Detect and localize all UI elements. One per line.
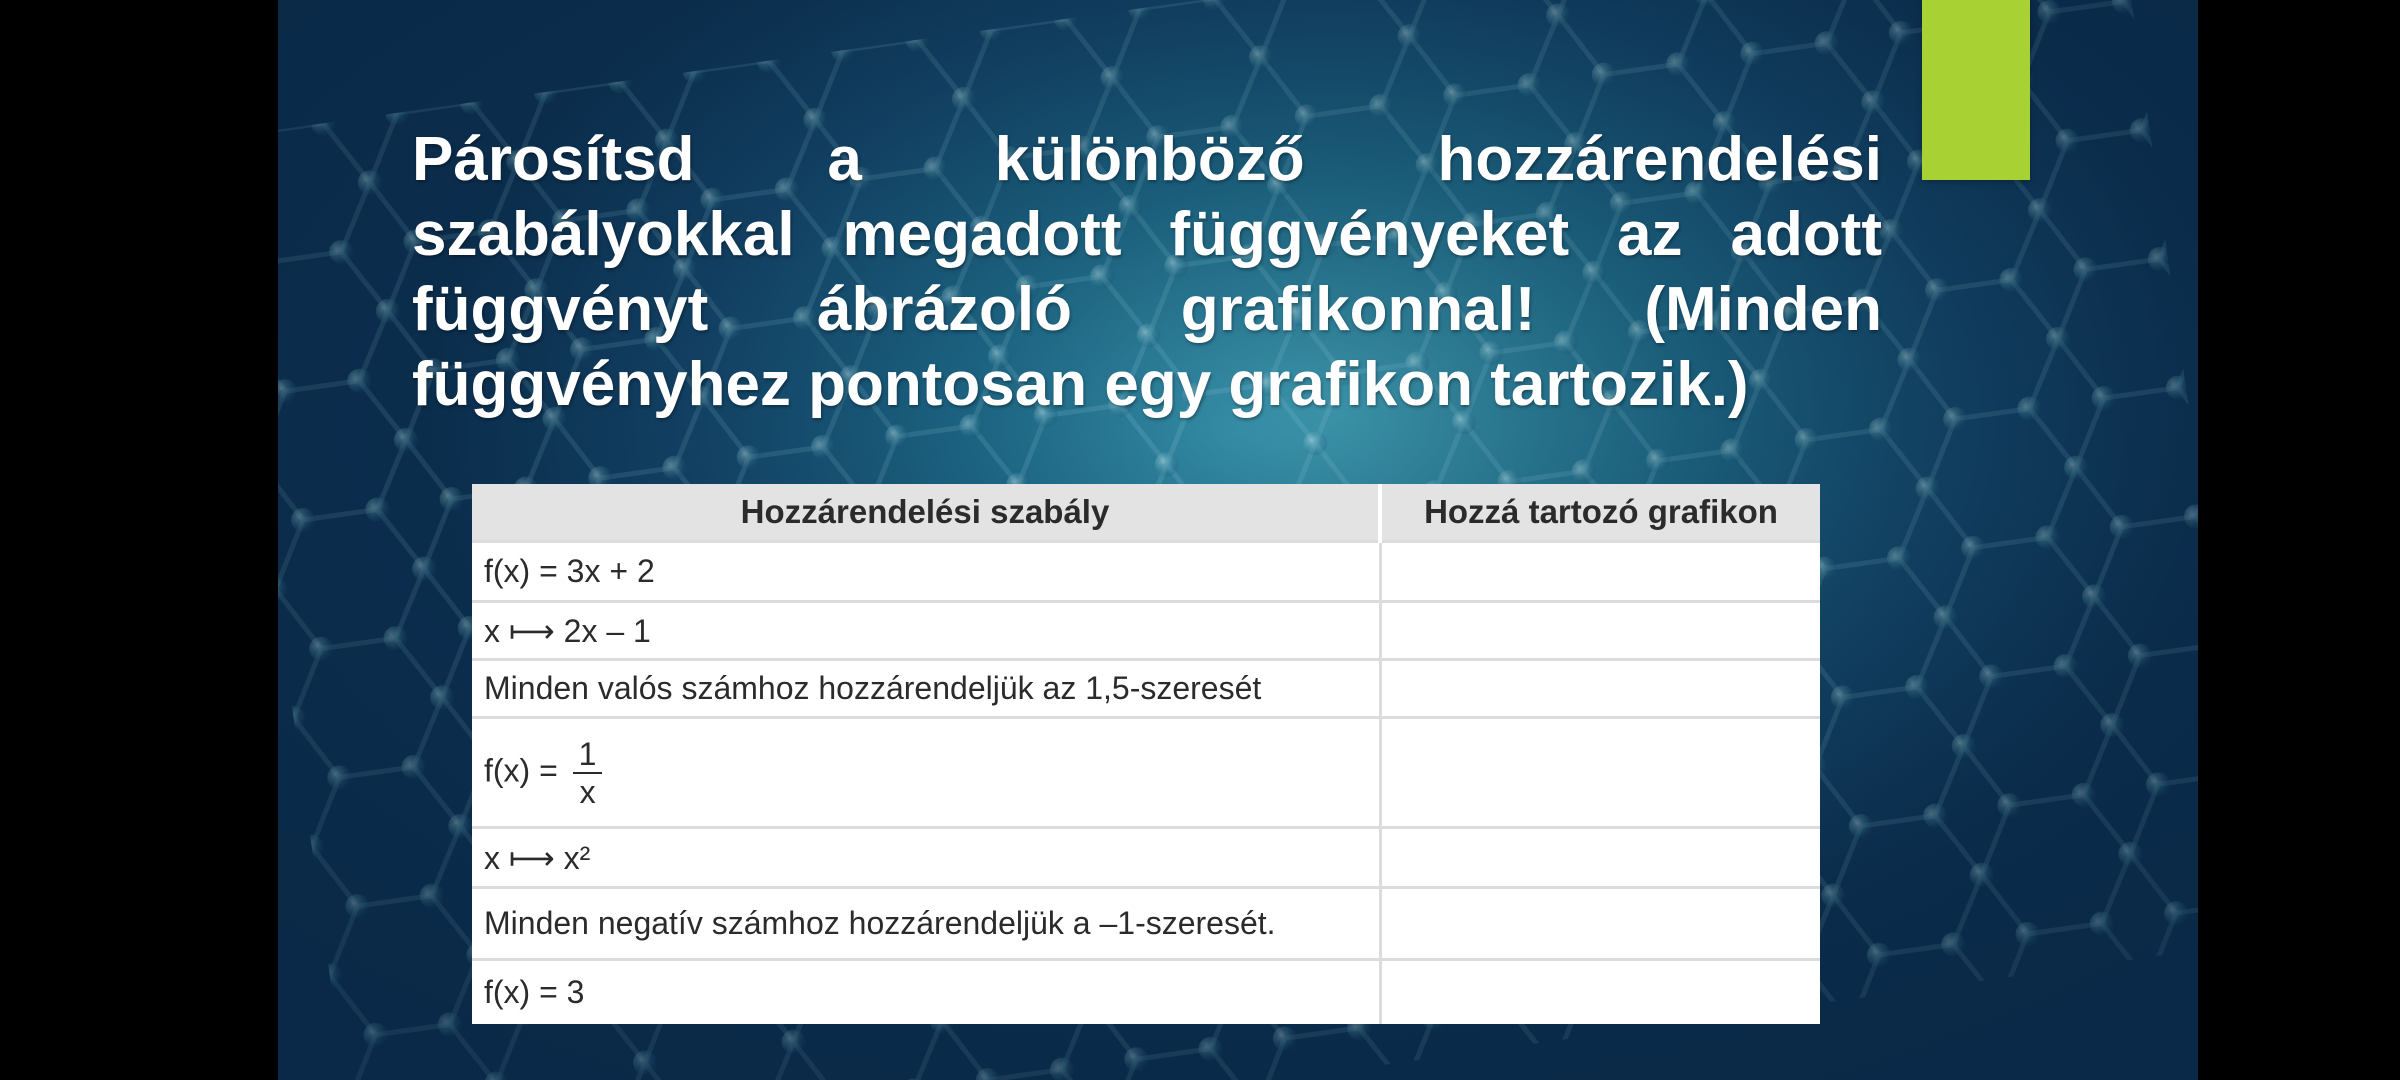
- graph-cell[interactable]: [1380, 828, 1820, 888]
- table-row: [472, 542, 1820, 602]
- rule-cell: [472, 718, 1380, 828]
- table-row: [472, 718, 1820, 828]
- rule-prefix: f(x) =: [484, 751, 558, 788]
- slide: [278, 0, 2198, 1080]
- table-row: [472, 960, 1820, 1024]
- graph-cell[interactable]: [1380, 542, 1820, 602]
- slide-title: Párosítsd a különböző hozzárendelési szabályokkal megadott függvényeket az adott függvényt ábrázoló grafikonnal! (Minden függvényhez pontosan egy grafikon tartozik.): [412, 125, 1882, 419]
- fraction-numerator: 1: [573, 736, 603, 774]
- accent-bar: [1922, 0, 2030, 180]
- rule-cell: Minden valós számhoz hozzárendeljük az 1,5-szeresét: [472, 660, 1380, 718]
- rules-table: [472, 484, 1820, 1024]
- rule-cell: x ⟼ 2x – 1: [472, 602, 1380, 660]
- graph-cell[interactable]: [1380, 718, 1820, 828]
- table-row: [472, 660, 1820, 718]
- header-rule: Hozzárendelési szabály: [472, 484, 1380, 542]
- rule-cell: x ⟼ x²: [472, 828, 1380, 888]
- fraction-denominator: x: [579, 773, 596, 810]
- rule-cell: f(x) = 3: [472, 960, 1380, 1024]
- graph-cell[interactable]: [1380, 888, 1820, 960]
- graph-cell[interactable]: [1380, 602, 1820, 660]
- table-row: [472, 602, 1820, 660]
- table-row: [472, 828, 1820, 888]
- rule-cell: f(x) = 3x + 2: [472, 542, 1380, 602]
- graph-cell[interactable]: [1380, 660, 1820, 718]
- header-graph: Hozzá tartozó grafikon: [1380, 484, 1820, 542]
- table-header-row: [472, 484, 1820, 542]
- fraction: [573, 736, 603, 810]
- rule-cell: Minden negatív számhoz hozzárendeljük a –1-szeresét.: [472, 888, 1380, 960]
- graph-cell[interactable]: [1380, 960, 1820, 1024]
- table-row: [472, 888, 1820, 960]
